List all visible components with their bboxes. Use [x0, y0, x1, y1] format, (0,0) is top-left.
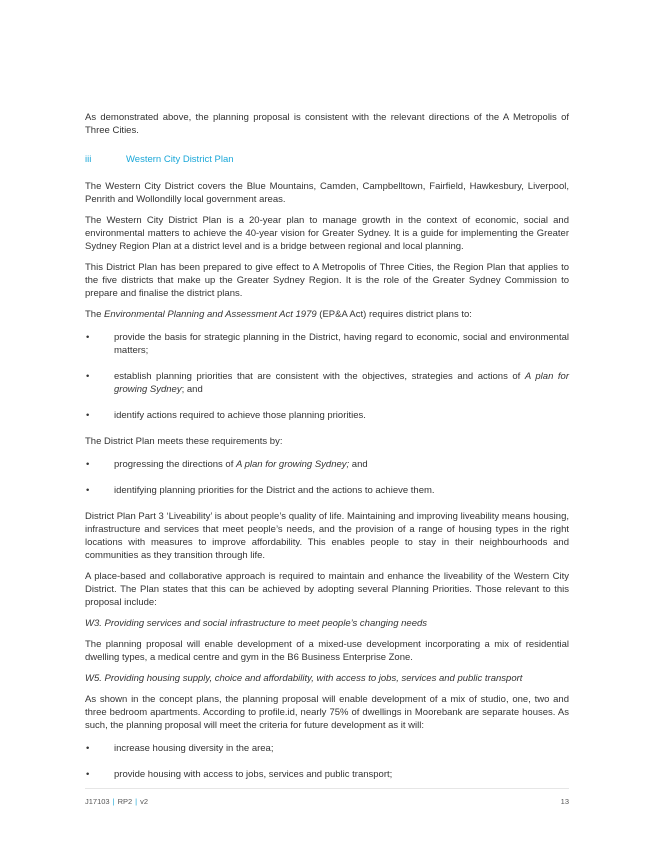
paragraph-3: This District Plan has been prepared to give effect to A Metropolis of Three Cities, the Region Plan that applies to the five districts that make up the Greater Sydney Region. It is the role of the Greater Sydney Commission to prepare and finalise the district plans. — [85, 262, 569, 299]
section-number: iii — [85, 154, 92, 165]
paragraph-6: District Plan Part 3 ‘Liveability’ is about people’s quality of life. Maintaining and improving liveability means housing, infrastructure and services that meet people’s needs, and the provision of a range of housing types in the right locations with measures to improve affordability. This enables people to stay in their neighbourhoods and communities as they transition through life. — [85, 511, 569, 561]
list-item: • provide the basis for strategic planning in the District, having regard to economic, social and environmental matters; — [86, 332, 569, 356]
paragraph-8: The planning proposal will enable development of a mixed-use development incorporating a mix of residential dwelling types, a medical centre and gym in the B6 Business Enterprise Zone. — [85, 639, 569, 663]
document-body — [85, 111, 569, 794]
priority-w3: W3. Providing services and social infrastructure to meet people’s changing needs — [85, 618, 428, 629]
requirements-list — [85, 331, 569, 422]
paragraph-2: The Western City District Plan is a 20-year plan to manage growth in the context of economic, social and environmental matters to achieve the 40-year vision for Greater Sydney. It is a guide for implementing the Greater Sydney Region Plan at a district level and is a bridge between regional and local planning. — [85, 215, 569, 252]
paragraph-4: The Environmental Planning and Assessment Act 1979 (EP&A Act) requires district plans to: — [85, 309, 472, 320]
meets-requirements-list — [85, 458, 569, 497]
list-item: • increase housing diversity in the area; — [86, 743, 274, 754]
bullet-icon: • — [86, 743, 90, 754]
bullet-icon: • — [86, 459, 90, 470]
page-footer — [85, 788, 569, 806]
section-title: Western City District Plan — [126, 154, 234, 165]
section-heading — [85, 153, 569, 166]
priority-w5: W5. Providing housing supply, choice and affordability, with access to jobs, services and public transport — [85, 673, 523, 684]
bullet-icon: • — [86, 371, 90, 382]
list-item: • identify actions required to achieve those planning priorities. — [86, 410, 366, 421]
bullet-icon: • — [86, 332, 90, 343]
bullet-icon: • — [86, 410, 90, 421]
criteria-list — [85, 742, 569, 781]
list-item: • establish planning priorities that are consistent with the objectives, strategies and actions of A plan for growing Sydney; and — [86, 371, 569, 395]
page-number: 13 — [560, 797, 569, 806]
bullet-icon: • — [86, 485, 90, 496]
paragraph-1: The Western City District covers the Blue Mountains, Camden, Campbelltown, Fairfield, Hawkesbury, Liverpool, Penrith and Wollondilly local government areas. — [85, 181, 569, 205]
intro-paragraph: As demonstrated above, the planning proposal is consistent with the relevant directions of the A Metropolis of Three Cities. — [85, 112, 569, 136]
paragraph-5: The District Plan meets these requirements by: — [85, 436, 283, 447]
paragraph-9: As shown in the concept plans, the planning proposal will enable development of a mix of studio, one, two and three bedroom apartments. According to profile.id, nearly 75% of dwellings in Moorebank are separate houses. As such, the planning proposal will meet the criteria for future development as it will: — [85, 694, 569, 731]
footer-reference: J17103 | RP2 | v2 — [85, 797, 149, 806]
list-item: • identifying planning priorities for the District and the actions to achieve them. — [86, 485, 435, 496]
list-item: • provide housing with access to jobs, services and public transport; — [86, 769, 393, 780]
bullet-icon: • — [86, 769, 90, 780]
list-item: • progressing the directions of A plan for growing Sydney; and — [86, 459, 368, 470]
paragraph-7: A place-based and collaborative approach is required to maintain and enhance the liveability of the Western City District. The Plan states that this can be achieved by adopting several Planning Priorities. Those relevant to this proposal include: — [85, 571, 569, 608]
